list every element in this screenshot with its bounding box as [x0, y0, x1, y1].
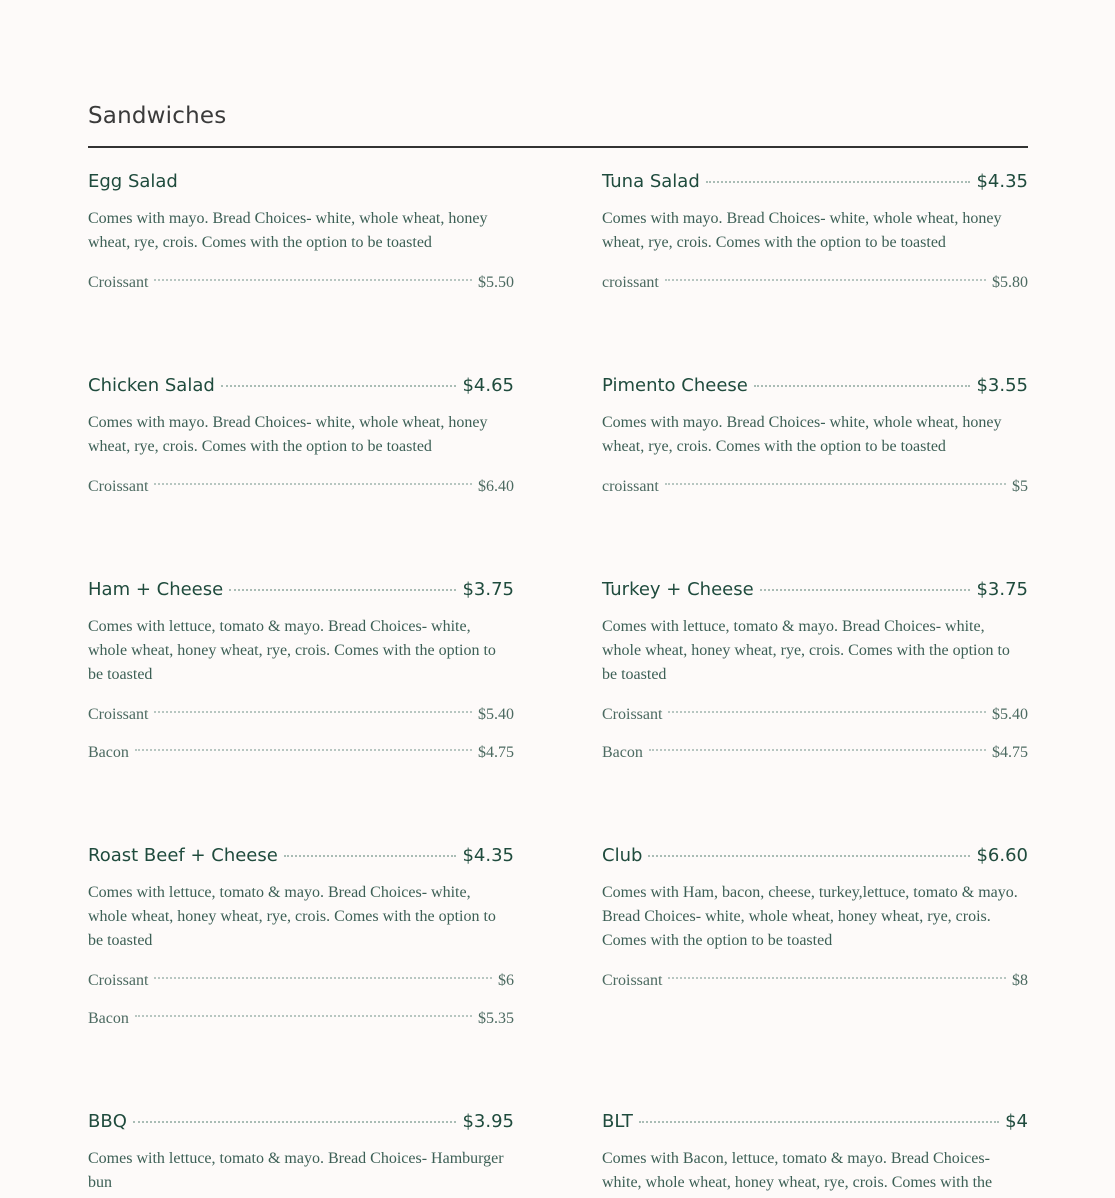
- item-header: [88, 1108, 514, 1136]
- option-price: $5.80: [992, 274, 1028, 291]
- item-options: [88, 468, 514, 506]
- item-description: Comes with Bacon, lettuce, tomato & mayo. Bread Choices- white, whole wheat, honey wheat, rye, crois. Comes with the: [602, 1150, 993, 1191]
- dotted-leader: [648, 855, 970, 857]
- menu-item-turkey-cheese: [602, 576, 1028, 772]
- option-row: [602, 696, 1028, 734]
- option-row: [88, 1000, 514, 1038]
- dotted-leader: [706, 181, 971, 183]
- dotted-leader: [639, 1121, 999, 1123]
- item-header: [602, 372, 1028, 400]
- item-options: [88, 962, 514, 1038]
- item-price: $3.75: [976, 579, 1028, 600]
- menu-item-bbq: [88, 1108, 514, 1195]
- item-description: Comes with mayo. Bread Choices- white, whole wheat, honey wheat, rye, crois. Comes with the option to be toasted: [88, 414, 488, 455]
- item-header: [602, 168, 1028, 196]
- item-price: $3.55: [976, 375, 1028, 396]
- dotted-leader: [665, 279, 986, 281]
- item-options: [602, 696, 1028, 772]
- menu-item-club: [602, 842, 1028, 1000]
- item-price: $4.65: [462, 375, 514, 396]
- option-row: [88, 962, 514, 1000]
- option-price: $5.40: [478, 706, 514, 723]
- section-divider: [88, 146, 1028, 148]
- item-name: Tuna Salad: [602, 171, 700, 192]
- option-row: [88, 468, 514, 506]
- dotted-leader: [668, 711, 986, 713]
- item-price: $4.35: [976, 171, 1028, 192]
- item-description: Comes with lettuce, tomato & mayo. Bread Choices- white, whole wheat, honey wheat, rye, crois. Comes with the option to be toasted: [88, 618, 496, 683]
- item-description: Comes with lettuce, tomato & mayo. Bread Choices- white, whole wheat, honey wheat, rye, crois. Comes with the option to be toasted: [88, 884, 496, 949]
- item-header: [602, 1108, 1028, 1136]
- option-name: Croissant: [602, 972, 663, 989]
- option-price: $6: [498, 972, 514, 989]
- dotted-leader: [154, 977, 492, 979]
- option-name: Bacon: [88, 744, 129, 761]
- item-header: [88, 842, 514, 870]
- menu-item-roast-beef-cheese: [88, 842, 514, 1038]
- item-options: [602, 962, 1028, 1000]
- dotted-leader: [649, 749, 986, 751]
- menu-item-blt: [602, 1108, 1028, 1195]
- dotted-leader: [184, 181, 508, 183]
- dotted-leader: [229, 589, 456, 591]
- option-row: [602, 962, 1028, 1000]
- option-name: croissant: [602, 478, 659, 495]
- option-name: Croissant: [88, 274, 149, 291]
- item-header: [602, 576, 1028, 604]
- menu-item-tuna-salad: [602, 168, 1028, 302]
- dotted-leader: [135, 749, 472, 751]
- option-name: Croissant: [602, 706, 663, 723]
- dotted-leader: [154, 279, 472, 281]
- item-name: Pimento Cheese: [602, 375, 748, 396]
- item-options: [602, 264, 1028, 302]
- option-name: Croissant: [88, 972, 149, 989]
- dotted-leader: [668, 977, 1006, 979]
- dotted-leader: [154, 483, 472, 485]
- menu-item-ham-cheese: [88, 576, 514, 772]
- item-name: Club: [602, 845, 643, 866]
- option-price: $5: [1012, 478, 1028, 495]
- option-name: croissant: [602, 274, 659, 291]
- option-price: $6.40: [478, 478, 514, 495]
- option-row: [88, 696, 514, 734]
- item-header: [88, 168, 514, 196]
- option-row: [88, 264, 514, 302]
- item-name: Egg Salad: [88, 171, 178, 192]
- item-description: Comes with mayo. Bread Choices- white, whole wheat, honey wheat, rye, crois. Comes with the option to be toasted: [602, 210, 1002, 251]
- dotted-leader: [221, 385, 457, 387]
- item-options: [88, 696, 514, 772]
- dotted-leader: [760, 589, 971, 591]
- item-price: $6.60: [976, 845, 1028, 866]
- dotted-leader: [665, 483, 1006, 485]
- dotted-leader: [133, 1121, 457, 1123]
- item-name: Roast Beef + Cheese: [88, 845, 278, 866]
- item-name: Ham + Cheese: [88, 579, 224, 600]
- section-title: Sandwiches: [88, 103, 227, 129]
- item-price: $3.95: [462, 1111, 514, 1132]
- item-name: BLT: [602, 1111, 633, 1132]
- item-header: [88, 576, 514, 604]
- item-options: [88, 264, 514, 302]
- option-row: [602, 468, 1028, 506]
- option-price: $4.75: [992, 744, 1028, 761]
- item-description: Comes with mayo. Bread Choices- white, whole wheat, honey wheat, rye, crois. Comes with the option to be toasted: [602, 414, 1002, 455]
- dotted-leader: [154, 711, 472, 713]
- option-name: Bacon: [88, 1010, 129, 1027]
- item-header: [88, 372, 514, 400]
- item-name: Chicken Salad: [88, 375, 215, 396]
- item-description: Comes with lettuce, tomato & mayo. Bread Choices- Hamburger bun: [88, 1150, 504, 1191]
- option-name: Bacon: [602, 744, 643, 761]
- item-header: [602, 842, 1028, 870]
- item-price: $4.35: [462, 845, 514, 866]
- item-name: Turkey + Cheese: [602, 579, 754, 600]
- option-price: $4.75: [478, 744, 514, 761]
- menu-item-chicken-salad: [88, 372, 514, 506]
- item-options: [602, 468, 1028, 506]
- option-price: $5.35: [478, 1010, 514, 1027]
- item-description: Comes with Ham, bacon, cheese, turkey,lettuce, tomato & mayo. Bread Choices- white, whole wheat, honey wheat, rye, crois. Comes with the option to be toasted: [602, 884, 1018, 949]
- option-price: $5.50: [478, 274, 514, 291]
- item-description: Comes with mayo. Bread Choices- white, whole wheat, honey wheat, rye, crois. Comes with the option to be toasted: [88, 210, 488, 251]
- option-price: $5.40: [992, 706, 1028, 723]
- option-row: [88, 734, 514, 772]
- option-name: Croissant: [88, 706, 149, 723]
- menu-item-pimento-cheese: [602, 372, 1028, 506]
- dotted-leader: [284, 855, 457, 857]
- dotted-leader: [135, 1015, 472, 1017]
- option-row: [602, 264, 1028, 302]
- item-description: Comes with lettuce, tomato & mayo. Bread Choices- white, whole wheat, honey wheat, rye, crois. Comes with the option to be toasted: [602, 618, 1010, 683]
- sandwiches-section: [88, 0, 1028, 1198]
- menu-item-egg-salad: [88, 168, 514, 302]
- item-name: BBQ: [88, 1111, 127, 1132]
- option-row: [602, 734, 1028, 772]
- item-price: $3.75: [462, 579, 514, 600]
- item-price: $4: [1005, 1111, 1028, 1132]
- option-price: $8: [1012, 972, 1028, 989]
- option-name: Croissant: [88, 478, 149, 495]
- dotted-leader: [754, 385, 971, 387]
